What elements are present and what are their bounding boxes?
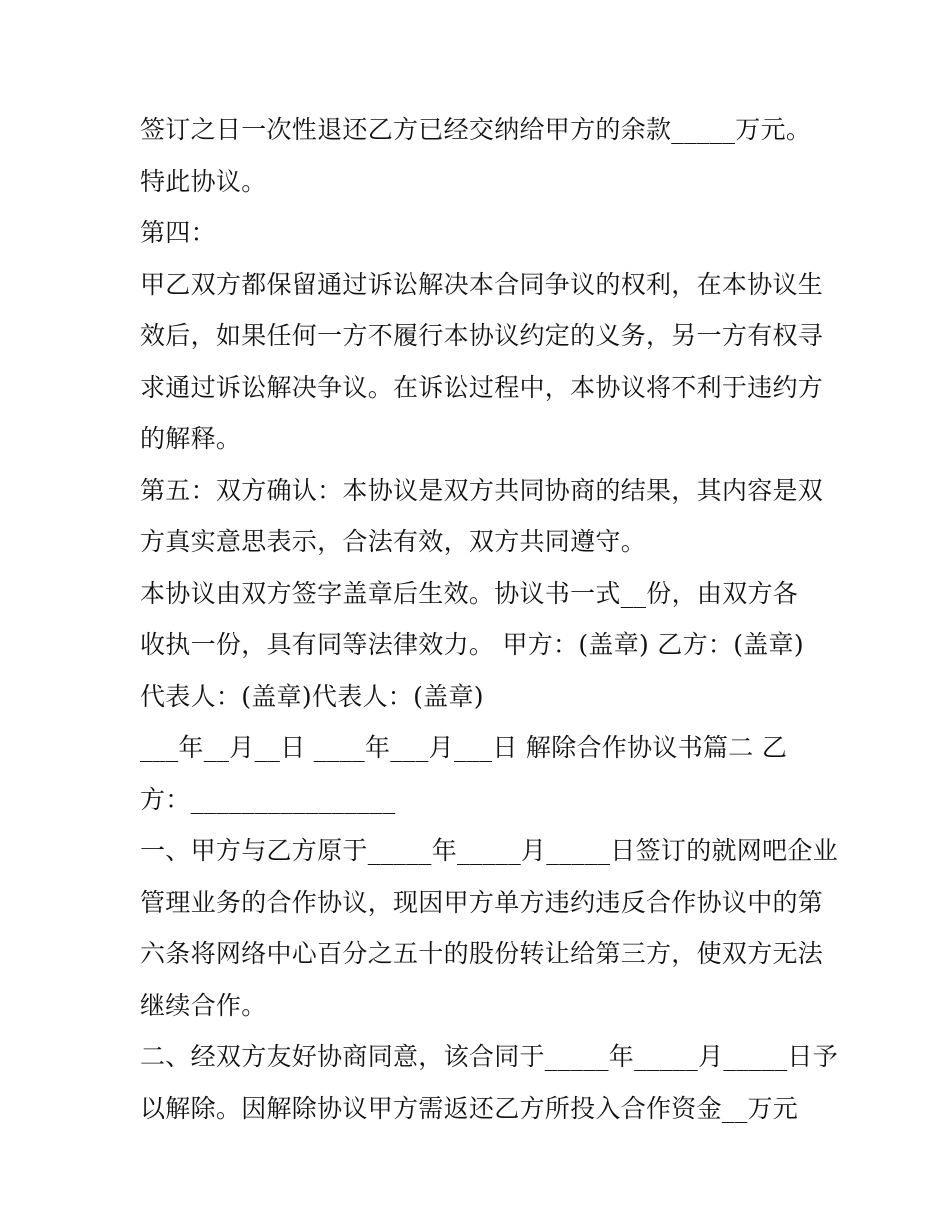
text-line: 本协议由双方签字盖章后生效。协议书一式__份，由双方各	[140, 578, 799, 608]
text-line: 求通过诉讼解决争议。在诉讼过程中，本协议将不利于违约方	[140, 372, 824, 402]
section-heading: 第四：	[140, 218, 216, 247]
text-line: 收执一份，具有同等法律效力。 甲方：(盖章) 乙方：(盖章)	[140, 630, 804, 659]
text-line: 特此协议。	[140, 166, 267, 196]
text-line: 以解除。因解除协议甲方需返还乙方所投入合作资金__万元	[140, 1093, 799, 1123]
text-line: 方：________________	[140, 784, 396, 814]
text-line: 一、甲方与乙方原于_____年_____月_____日签订的就网吧企业	[140, 836, 839, 865]
text-line: 六条将网络中心百分之五十的股份转让给第三方，使双方无法	[140, 939, 824, 968]
text-line: 二、经双方友好协商同意，该合同于_____年_____月_____日予	[140, 1042, 839, 1071]
text-line: 效后，如果任何一方不履行本协议约定的义务，另一方有权寻	[140, 321, 824, 350]
text-line: 签订之日一次性退还乙方已经交纳给甲方的余款_____万元。	[140, 115, 812, 144]
text-line: 方真实意思表示，合法有效，双方共同遵守。	[140, 527, 647, 556]
text-line: 代表人：(盖章)代表人：(盖章)	[140, 681, 484, 711]
text-line: 甲乙双方都保留通过诉讼解决本合同争议的权利，在本协议生	[140, 269, 824, 299]
text-line: 第五：双方确认：本协议是双方共同协商的结果，其内容是双	[140, 475, 824, 505]
text-line: 继续合作。	[140, 990, 267, 1020]
document-body	[140, 104, 840, 1134]
text-line: 管理业务的合作协议，现因甲方单方违约违反合作协议中的第	[140, 887, 824, 917]
text-line: ___年__月__日 ____年___月___日 解除合作协议书篇二 乙	[140, 733, 788, 762]
text-line: 的解释。	[140, 424, 242, 453]
